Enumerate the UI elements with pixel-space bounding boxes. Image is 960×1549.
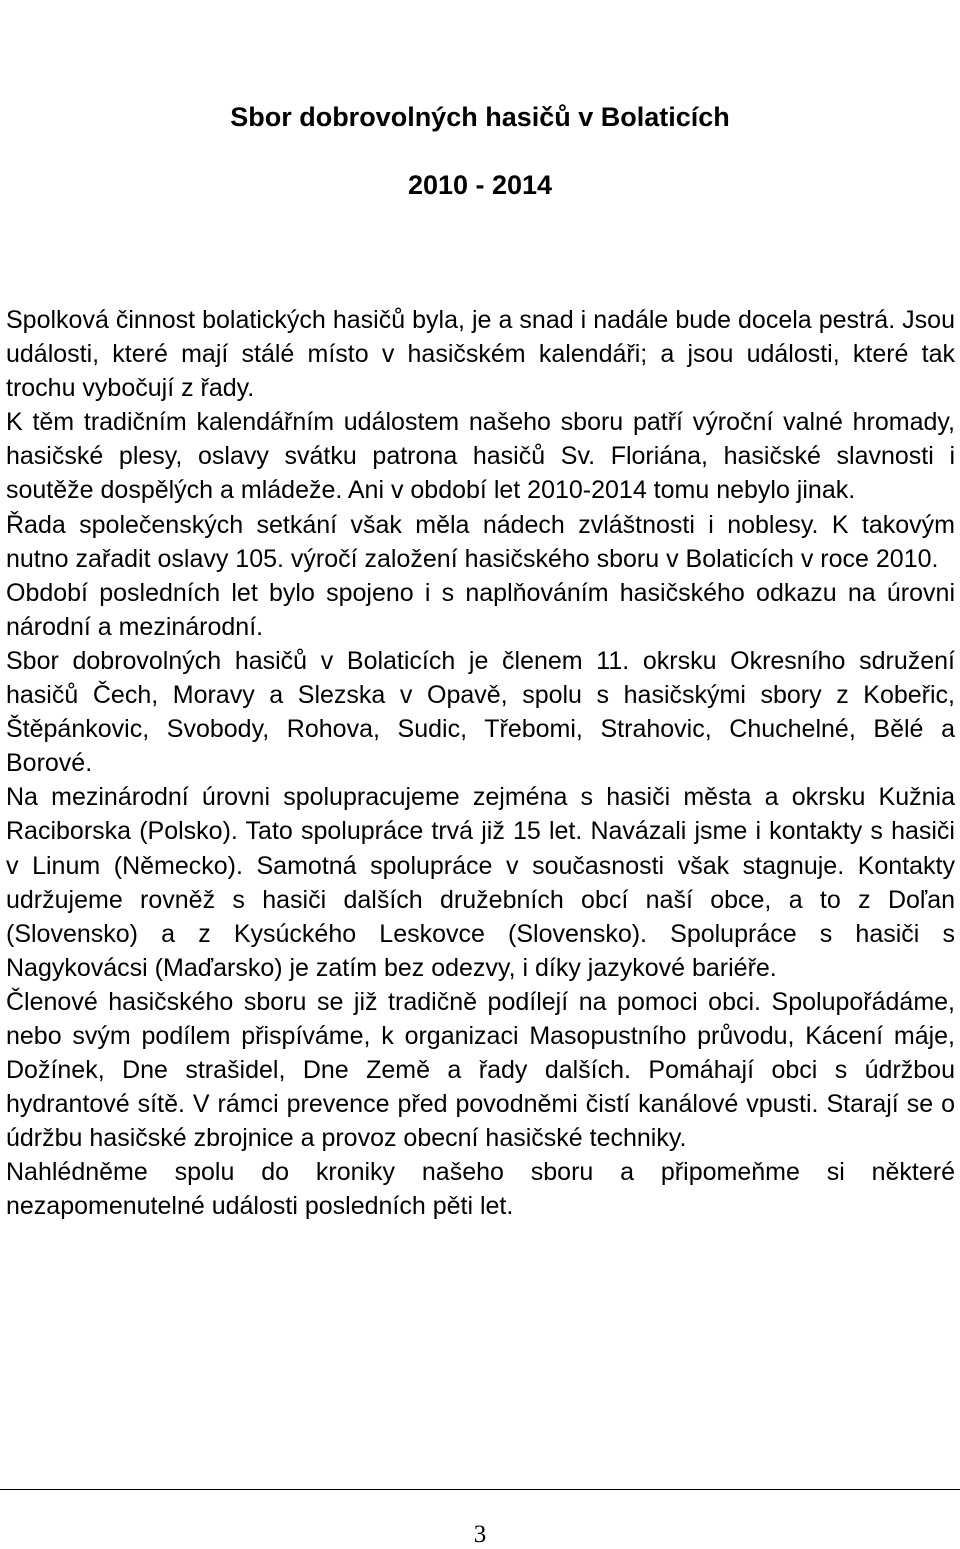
document-body (6, 303, 955, 1224)
page-number: 3 (473, 1521, 487, 1548)
paragraph-national-international: Období posledních let bylo spojeno i s naplňováním hasičského odkazu na úrovni národní a mezinárodní. (6, 578, 955, 641)
footer-divider (0, 1489, 960, 1490)
document-years: 2010 - 2014 (407, 170, 553, 200)
document-title: Sbor dobrovolných hasičů v Bolaticích (230, 102, 730, 132)
paragraph-district-membership: Sbor dobrovolných hasičů v Bolaticích je členem 11. okrsku Okresního sdružení hasičů Čech, Moravy a Slezska v Opavě, spolu s hasičskými sbory z Kobeřic, Štěpánkovic, Svobody, Rohova, Sudic, Třebomi, Strahovic, Chuchelné, Bělé a Borové. (6, 646, 955, 778)
paragraph-community-help: Členové hasičského sboru se již tradičně podílejí na pomoci obci. Spolupořádáme, nebo svým podílem přispíváme, k organizaci Masopustního průvodu, Kácení máje, Dožínek, Dne strašidel, Dne Země a řady dalších. Pomáhají obci s údržbou hydrantové sítě. V rámci prevence před povodněmi čistí kanálové vpusti. Starají se o údržbu hasičské zbrojnice a provoz obecní hasičské techniky. (6, 987, 955, 1153)
paragraph-social-events: Řada společenských setkání však měla nádech zvláštnosti i noblesy. K takovým nutno zařadit oslavy 105. výročí založení hasičského sboru v Bolaticích v roce 2010. (6, 510, 955, 573)
paragraph-international-cooperation: Na mezinárodní úrovni spolupracujeme zejména s hasiči města a okrsku Kužnia Raciborska (Polsko). Tato spolupráce trvá již 15 let. Navázali jsme i kontakty s hasiči v Linum (Německo). Samotná spolupráce v současnosti však stagnuje. Kontakty udržujeme rovněž s hasiči dalších družebních obcí naší obce, a to z Doľan (Slovensko) a z Kysúckého Leskovce (Slovensko). Spolupráce s hasiči s Nagykovácsi (Maďarsko) je zatím bez odezvy, i díky jazykové bariéře. (6, 783, 955, 982)
paragraph-intro: Spolková činnost bolatických hasičů byla, je a snad i nadále bude docela pestrá. Jsou události, které mají stálé místo v hasičském kalendáři; a jsou události, které tak trochu vybočují z řady. (6, 306, 955, 403)
paragraph-chronicle: Nahlédněme spolu do kroniky našeho sboru a připomeňme si některé nezapomenutelné události posledních pěti let. (6, 1158, 955, 1221)
paragraph-traditional-events: K těm tradičním kalendářním událostem našeho sboru patří výroční valné hromady, hasičské plesy, oslavy svátku patrona hasičů Sv. Floriána, hasičské slavnosti i soutěže dospělých a mládeže. Ani v období let 2010-2014 tomu nebylo jinak. (6, 408, 955, 505)
